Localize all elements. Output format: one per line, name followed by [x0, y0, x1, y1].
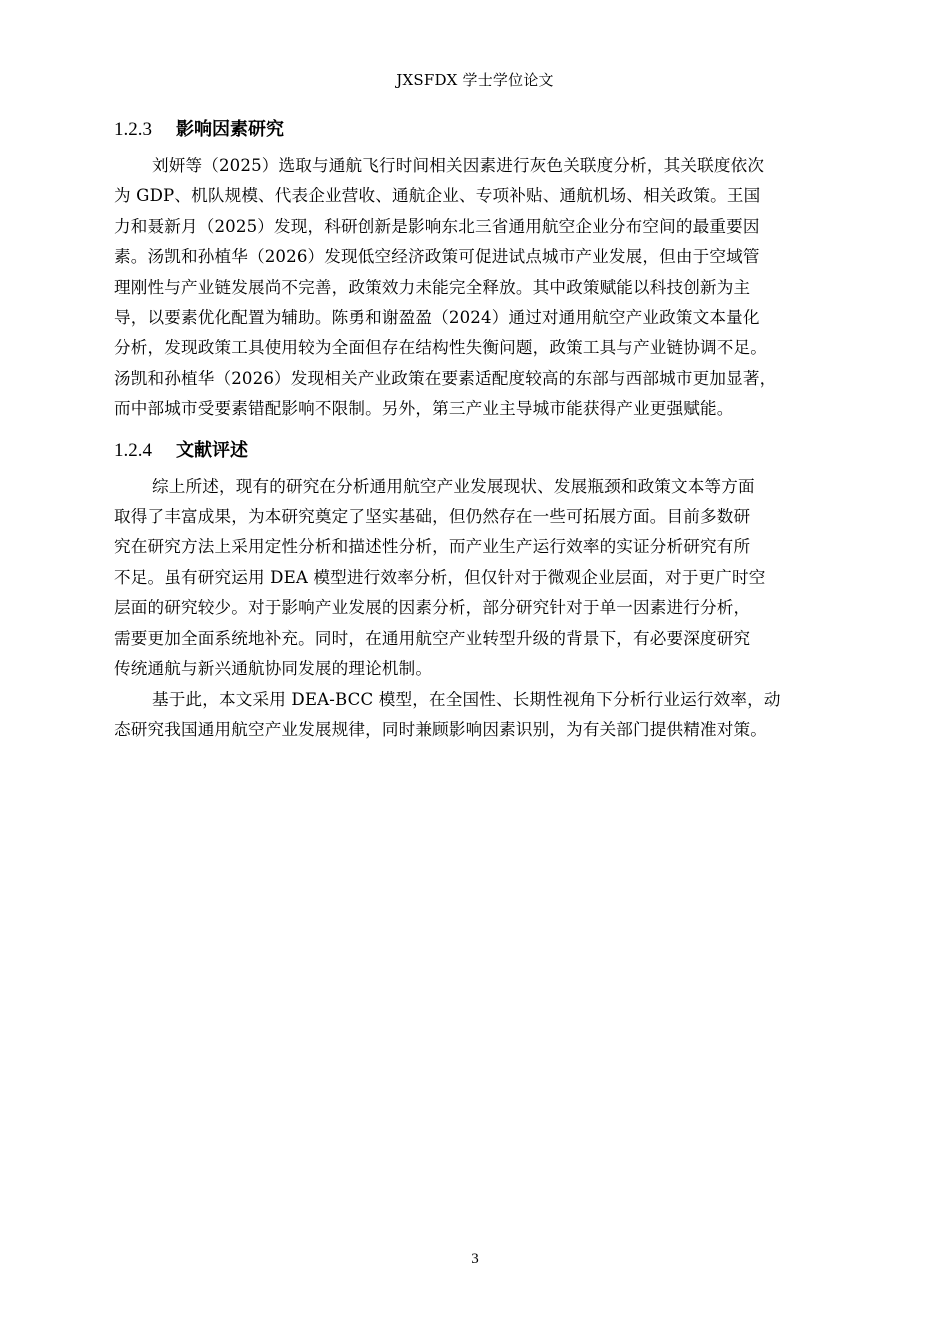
paragraph-literature-review — [114, 472, 874, 685]
text-line: 素。汤凯和孙植华（2026）发现低空经济政策可促进试点城市产业发展，但由于空域管 — [114, 247, 760, 267]
text-line: 导，以要素优化配置为辅助。陈勇和谢盈盈（2024）通过对通用航空产业政策文本量化 — [114, 308, 760, 328]
running-header: JXSFDX 学士学位论文 — [396, 71, 554, 89]
section-number: 1.2.3 — [114, 119, 152, 140]
page-body — [114, 114, 874, 745]
text-line: 而中部城市受要素错配影响不限制。另外，第三产业主导城市能获得产业更强赋能。 — [114, 399, 734, 419]
section-heading-1-2-4 — [114, 435, 874, 466]
text-line: 层面的研究较少。对于影响产业发展的因素分析，部分研究针对于单一因素进行分析， — [114, 598, 751, 618]
section-number: 1.2.4 — [114, 439, 152, 461]
text-line: 究在研究方法上采用定性分析和描述性分析，而产业生产运行效率的实证分析研究有所 — [114, 537, 751, 557]
text-line: 为 GDP、机队规模、代表企业营收、通航企业、专项补贴、通航机场、相关政策。王国 — [114, 186, 761, 206]
text-line: 取得了丰富成果，为本研究奠定了坚实基础，但仍然存在一些可拓展方面。目前多数研 — [114, 507, 751, 527]
text-line: 汤凯和孙植华（2026）发现相关产业政策在要素适配度较高的东部与西部城市更加显著， — [114, 368, 777, 388]
text-line: 综上所述，现有的研究在分析通用航空产业发展现状、发展瓶颈和政策文本等方面 — [152, 476, 755, 496]
text-line: 态研究我国通用航空产业发展规律，同时兼顾影响因素识别，为有关部门提供精准对策。 — [114, 719, 768, 739]
text-line: 不足。虽有研究运用 DEA 模型进行效率分析，但仅针对于微观企业层面，对于更广时空 — [114, 567, 766, 587]
section-title: 文献评述 — [176, 439, 248, 461]
paragraph-research-approach — [114, 685, 874, 746]
text-line: 力和聂新月（2025）发现，科研创新是影响东北三省通用航空企业分布空间的最重要因 — [114, 216, 760, 236]
section-heading-1-2-3 — [114, 114, 874, 145]
text-line: 需要更加全面系统地补充。同时，在通用航空产业转型升级的背景下，有必要深度研究 — [114, 628, 751, 648]
text-line: 刘妍等（2025）选取与通航飞行时间相关因素进行灰色关联度分析，其关联度依次 — [152, 156, 765, 175]
text-line: 分析，发现政策工具使用较为全面但存在结构性失衡问题，政策工具与产业链协调不足。 — [114, 338, 768, 358]
text-line: 基于此，本文采用 DEA-BCC 模型，在全国性、长期性视角下分析行业运行效率，动 — [152, 689, 781, 709]
page-number: 3 — [471, 1251, 479, 1267]
spacer — [114, 425, 874, 435]
section-title: 影响因素研究 — [176, 119, 284, 140]
text-line: 传统通航与新兴通航协同发展的理论机制。 — [114, 659, 433, 679]
text-line: 理刚性与产业链发展尚不完善，政策效力未能完全释放。其中政策赋能以科技创新为主 — [114, 277, 751, 297]
paragraph-influencing-factors — [114, 151, 874, 425]
